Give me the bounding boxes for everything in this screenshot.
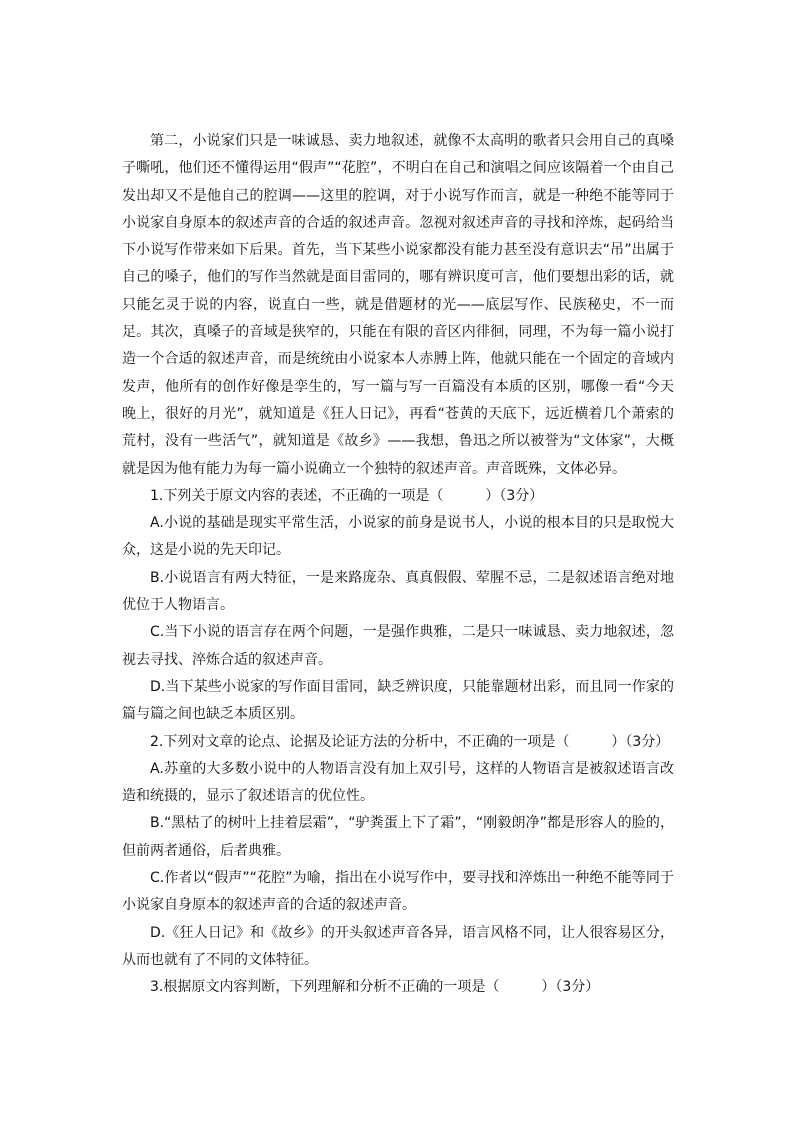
question-1-option-c: C.当下小说的语言存在两个问题，一是强作典雅，二是只一味诚恳、卖力地叙述，忽视去寻找、淬炼合适的叙述声音。 bbox=[122, 624, 674, 668]
question-1-stem: 1.下列关于原文内容的表述，不正确的一项是（ ）（3分） bbox=[150, 487, 544, 504]
question-1-option-d: D.当下某些小说家的写作面目雷同，缺乏辨识度，只能靠题材出彩，而且同一作家的篇与篇之间也缺乏本质区别。 bbox=[122, 678, 674, 723]
question-1-option-a: A.小说的基础是现实平常生活，小说家的前身是说书人，小说的根本目的只是取悦大众，这是小说的先天印记。 bbox=[122, 515, 674, 559]
question-2-option-d: D.《狂人日记》和《故乡》的开头叙述声音各异，语言风格不同，让人很容易区分，从而也就有了不同的文体特征。 bbox=[122, 924, 674, 968]
question-2-option-c: C.作者以“假声”“花腔”为喻，指出在小说写作中，要寻找和淬炼出一种绝不能等同于小说家自身原本的叙述声音的合适的叙述声音。 bbox=[122, 870, 674, 914]
question-2-option-a: A.苏童的大多数小说中的人物语言没有加上双引号，这样的人物语言是被叙述语言改造和统摄的，显示了叙述语言的优位性。 bbox=[122, 760, 674, 805]
question-2-stem: 2.下列对文章的论点、论据及论证方法的分析中，不正确的一项是（ ）（3分） bbox=[150, 733, 670, 750]
question-2-option-b: B.“黑枯了的树叶上挂着层霜”，“驴粪蛋上下了霜”，“刚毅朗净”都是形容人的脸的，但前两者通俗，后者典雅。 bbox=[122, 815, 674, 859]
question-1-option-b: B.小说语言有两大特征，一是来路庞杂、真真假假、荤腥不忌，二是叙述语言绝对地优位于人物语言。 bbox=[122, 569, 674, 614]
document-body bbox=[122, 128, 674, 1002]
body-paragraph: 第二，小说家们只是一味诚恳、卖力地叙述，就像不太高明的歌者只会用自己的真嗓子嘶吼，他们还不懂得运用“假声”“花腔”，不明白在自己和演唱之间应该隔着一个由自己发出却又不是他自己的腔调——这里的腔调，对于小说写作而言，就是一种绝不能等同于小说家自身原本的叙述声音的合适的叙述声音。忽视对叙述声音的寻找和淬炼，起码给当下小说写作带来如下后果。首先，当下某些小说家都没有能力甚至没有意识去“吊”出属于自己的嗓子，他们的写作当然就是面目雷同的，哪有辨识度可言，他们要想出彩的话，就只能乞灵于说的内容，说直白一些，就是借题材的光——底层写作、民族秘史，不一而足。其次，真嗓子的音域是狭窄的，只能在有限的音区内徘徊，同理，不为每一篇小说打造一个合适的叙述声音，而是统统由小说家本人赤膊上阵，他就只能在一个固定的音域内发声，他所有的创作好像是孪生的，写一篇与写一百篇没有本质的区别，哪像一看“今天晚上，很好的月光”，就知道是《狂人日记》，再看“苍黄的天底下，远近横着几个萧索的荒村，没有一些活气”，就知道是《故乡》——我想，鲁迅之所以被誉为“文体家”，大概就是因为他有能力为每一篇小说确立一个独特的叙述声音。声音既殊，文体必异。 bbox=[122, 133, 674, 477]
question-3-stem: 3.根据原文内容判断，下列理解和分析不正确的一项是（ ）（3分） bbox=[150, 979, 600, 996]
